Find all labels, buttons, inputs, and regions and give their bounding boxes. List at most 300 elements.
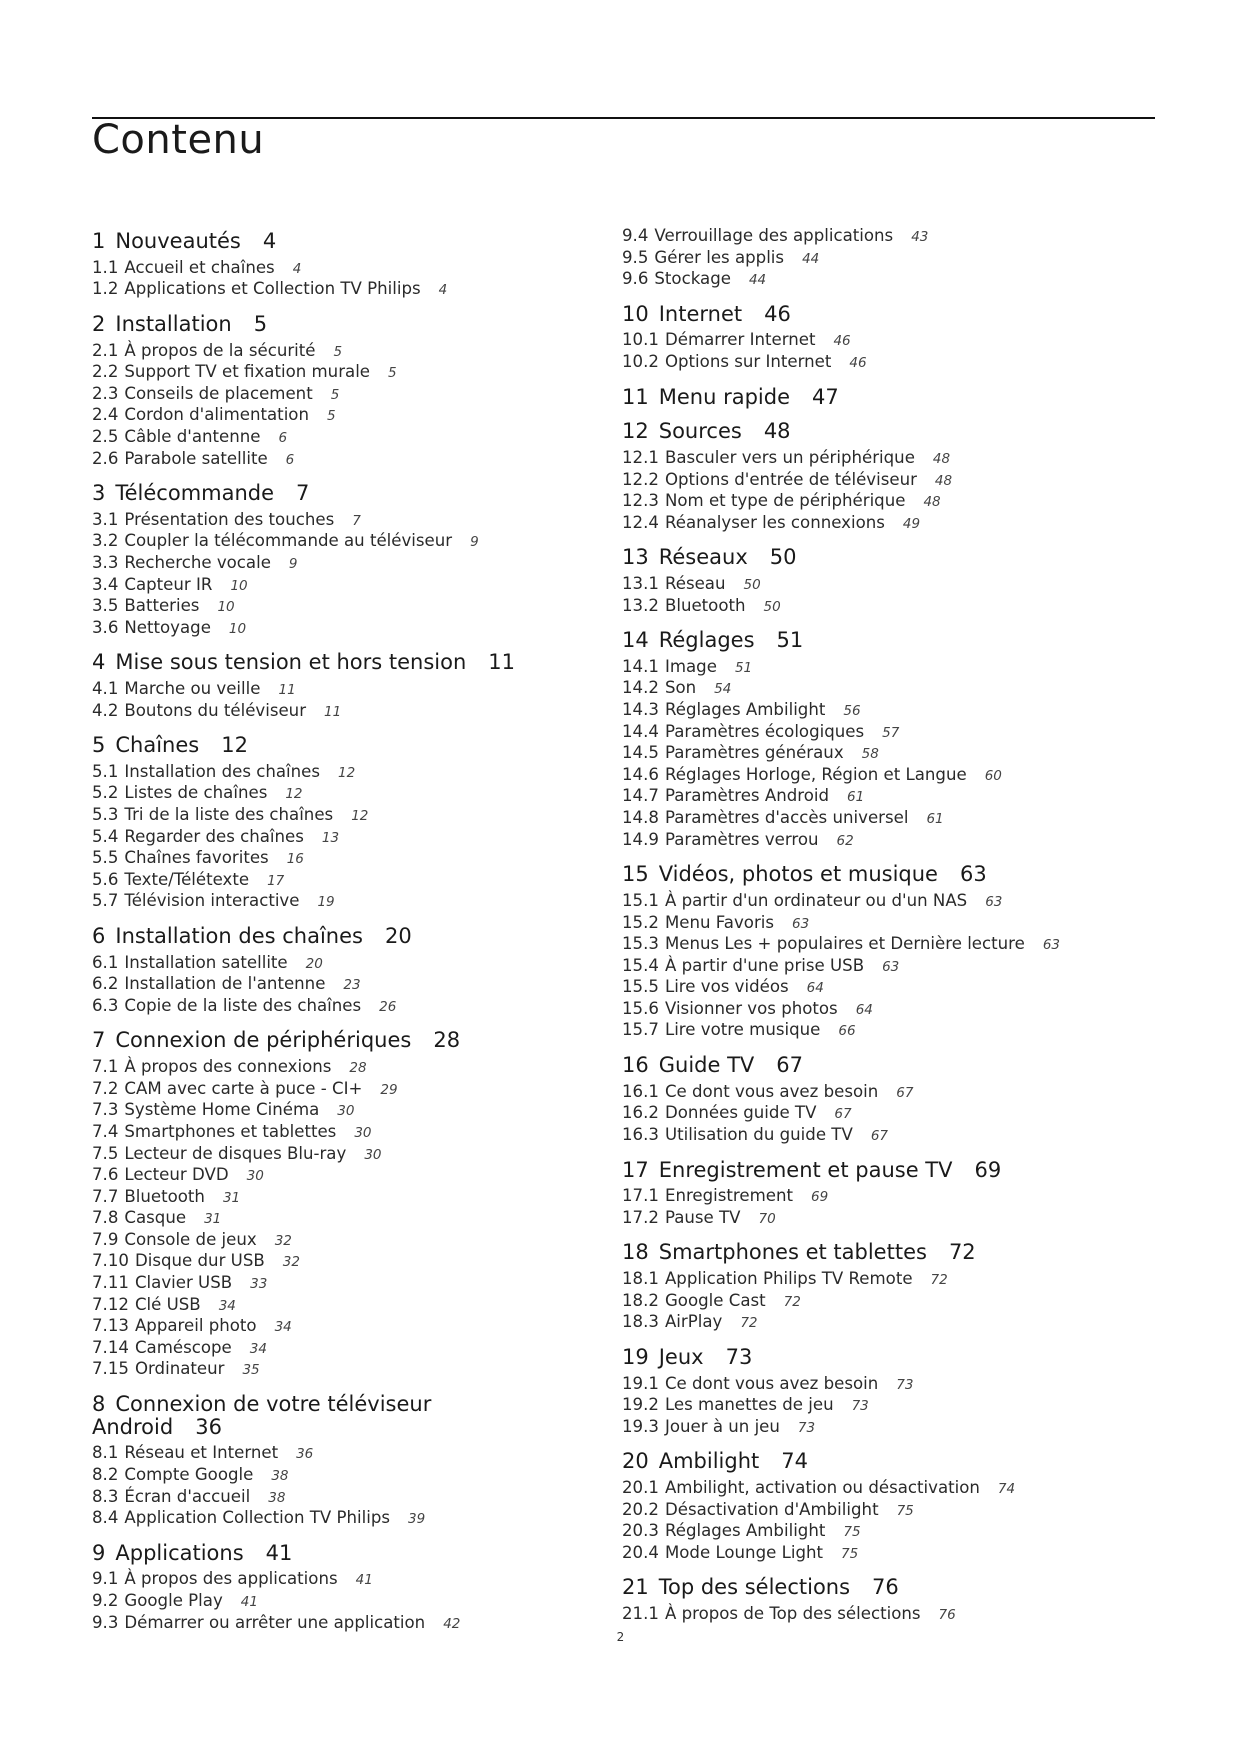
toc-entry[interactable]	[622, 470, 1182, 492]
entry-page-number: 41	[240, 1594, 258, 1611]
toc-section	[622, 420, 1182, 534]
toc-entry[interactable]	[622, 700, 1182, 722]
toc-entry[interactable]	[622, 574, 1182, 596]
entry-number: 18.1	[622, 1269, 659, 1289]
entry-number: 17.1	[622, 1186, 659, 1206]
entry-number: 5.7	[92, 891, 119, 911]
section-page-number: 72	[948, 1240, 976, 1265]
entry-title: Câble d'antenne	[124, 426, 261, 446]
entry-title: Chaînes favorites	[124, 848, 269, 868]
toc-entry[interactable]	[622, 977, 1182, 999]
entry-page-number: 4	[292, 260, 302, 277]
toc-entry[interactable]	[92, 618, 522, 640]
toc-entry[interactable]	[622, 1125, 1182, 1147]
entry-number: 16.2	[622, 1103, 659, 1123]
section-title: Applications	[115, 1540, 244, 1565]
entry-number: 13.1	[622, 574, 659, 594]
entry-title: Application Philips TV Remote	[664, 1269, 913, 1289]
toc-entry[interactable]	[92, 384, 522, 406]
entry-title: Clavier USB	[134, 1273, 233, 1293]
entry-page-number: 31	[204, 1211, 222, 1228]
section-page-number: 76	[872, 1575, 899, 1600]
section-page-number: 74	[781, 1449, 808, 1474]
entry-title: À propos des connexions	[124, 1057, 332, 1077]
toc-entry[interactable]	[92, 1144, 522, 1166]
entry-number: 20.4	[622, 1542, 659, 1562]
entry-page-number: 48	[934, 472, 953, 489]
toc-entry[interactable]	[622, 1478, 1182, 1500]
toc-entry[interactable]	[622, 491, 1182, 513]
toc-entry[interactable]	[92, 1465, 522, 1487]
section-number: 19	[622, 1344, 649, 1369]
section-number: 6	[92, 924, 106, 949]
entry-number: 14.9	[622, 829, 659, 849]
entry-title: Lire votre musique	[664, 1020, 821, 1040]
section-page-number: 7	[296, 481, 310, 506]
entry-number: 18.3	[622, 1312, 659, 1332]
entry-title: Paramètres d'accès universel	[664, 808, 909, 828]
toc-entry[interactable]	[92, 1316, 522, 1338]
toc-entry[interactable]	[622, 934, 1182, 956]
toc-entry[interactable]	[92, 575, 522, 597]
toc-entry[interactable]	[622, 1020, 1182, 1042]
section-page-number: 73	[725, 1344, 753, 1369]
toc-entry[interactable]	[622, 743, 1182, 765]
entry-title: Google Play	[124, 1591, 223, 1611]
toc-entry[interactable]	[622, 765, 1182, 787]
toc-section	[92, 230, 522, 301]
section-title: Top des sélections	[658, 1575, 851, 1600]
entry-page-number: 5	[388, 365, 397, 382]
entry-title: Application Collection TV Philips	[124, 1508, 391, 1528]
entry-number: 9.1	[92, 1569, 119, 1589]
toc-section-heading[interactable]	[622, 386, 1182, 409]
entry-page-number: 31	[222, 1189, 241, 1206]
entry-number: 4.1	[92, 679, 119, 698]
toc-entry[interactable]	[622, 1374, 1182, 1396]
entry-page-number: 5	[333, 343, 343, 360]
entry-page-number: 6	[278, 429, 288, 446]
toc-entry[interactable]	[92, 1165, 522, 1187]
toc-section-heading[interactable]	[92, 482, 522, 505]
entry-number: 14.2	[622, 678, 659, 698]
toc-entry[interactable]	[92, 701, 522, 723]
toc-section-heading[interactable]	[622, 1450, 1182, 1473]
entry-title: Ce dont vous avez besoin	[664, 1081, 879, 1101]
toc-entry[interactable]	[622, 1604, 1182, 1626]
toc-entry[interactable]	[622, 269, 1182, 291]
section-title: Télécommande	[115, 481, 275, 506]
toc-entry[interactable]	[92, 1100, 522, 1122]
entry-number: 6.1	[92, 952, 119, 972]
section-number: 18	[622, 1240, 649, 1265]
toc-entry[interactable]	[622, 330, 1182, 352]
toc-entry[interactable]	[622, 891, 1182, 913]
entry-number: 3.4	[92, 574, 119, 594]
toc-entry[interactable]	[622, 830, 1182, 852]
toc-entry[interactable]	[622, 1543, 1182, 1565]
entry-title: Coupler la télécommande au téléviseur	[124, 531, 453, 551]
entry-title: Réanalyser les connexions	[664, 512, 885, 532]
entry-title: Boutons du téléviseur	[124, 700, 307, 720]
entry-number: 7.5	[92, 1143, 119, 1163]
toc-section-heading[interactable]	[622, 1241, 1182, 1264]
entry-title: Capteur IR	[124, 574, 213, 594]
entry-page-number: 62	[836, 832, 854, 849]
section-page-number: 28	[433, 1028, 461, 1053]
toc-entry[interactable]	[622, 1269, 1182, 1291]
toc-entry[interactable]	[622, 956, 1182, 978]
section-title: Chaînes	[115, 733, 200, 758]
toc-entry[interactable]	[92, 1295, 522, 1317]
toc-entry[interactable]	[92, 1443, 522, 1465]
toc-entry[interactable]	[92, 1208, 522, 1230]
section-title: Connexion de votre téléviseur Android	[92, 1392, 432, 1439]
entry-title: Casque	[124, 1208, 187, 1228]
entry-number: 8.1	[92, 1443, 119, 1463]
toc-entry[interactable]	[622, 448, 1182, 470]
entry-number: 15.2	[622, 912, 659, 932]
entry-number: 7.12	[92, 1294, 129, 1314]
entry-page-number: 72	[740, 1315, 758, 1332]
toc-entry[interactable]	[622, 596, 1182, 618]
toc-section	[622, 1450, 1182, 1564]
toc-section-heading[interactable]	[92, 230, 522, 253]
entry-number: 14.4	[622, 721, 659, 741]
toc-section	[622, 1576, 1182, 1625]
section-title: Installation des chaînes	[115, 924, 363, 949]
toc-section-heading[interactable]	[622, 303, 1182, 326]
section-page-number: 36	[195, 1414, 222, 1439]
entry-title: Ce dont vous avez besoin	[664, 1373, 879, 1393]
entry-title: Marche ou veille	[124, 679, 261, 698]
entry-number: 20.2	[622, 1499, 659, 1519]
toc-entry[interactable]	[622, 808, 1182, 830]
entry-title: Google Cast	[664, 1290, 766, 1310]
toc-entry[interactable]	[92, 1338, 522, 1360]
toc-section-heading[interactable]	[622, 1054, 1182, 1077]
entry-title: Caméscope	[134, 1337, 232, 1357]
toc-section	[622, 546, 1182, 617]
toc-section-heading[interactable]	[92, 1393, 522, 1438]
section-title: Internet	[658, 301, 743, 326]
entry-page-number: 5	[330, 386, 340, 403]
entry-page-number: 74	[997, 1480, 1016, 1497]
toc-section-heading[interactable]	[92, 925, 522, 948]
toc-entry[interactable]	[622, 1312, 1182, 1334]
toc-entry[interactable]	[92, 679, 522, 701]
entry-title: Conseils de placement	[124, 383, 313, 403]
toc-entry[interactable]	[622, 1082, 1182, 1104]
toc-entry[interactable]	[622, 226, 1182, 248]
entry-number: 7.9	[92, 1229, 119, 1249]
toc-entry[interactable]	[92, 870, 522, 892]
toc-section	[92, 651, 522, 722]
entry-title: Bluetooth	[664, 595, 746, 615]
toc-entry[interactable]	[92, 953, 522, 975]
section-number: 10	[622, 301, 649, 326]
toc-entry[interactable]	[92, 762, 522, 784]
section-title: Jeux	[658, 1344, 704, 1369]
entry-page-number: 73	[851, 1398, 869, 1415]
entry-number: 5.3	[92, 805, 119, 825]
toc-section-heading[interactable]	[92, 313, 522, 336]
toc-entry[interactable]	[92, 1591, 522, 1613]
toc-section-heading[interactable]	[622, 420, 1182, 443]
entry-number: 8.4	[92, 1508, 119, 1528]
entry-page-number: 9	[470, 534, 479, 551]
entry-title: Démarrer ou arrêter une application	[124, 1612, 426, 1632]
entry-number: 16.3	[622, 1124, 659, 1144]
toc-entry[interactable]	[622, 657, 1182, 679]
section-number: 4	[92, 650, 106, 675]
entry-number: 7.14	[92, 1337, 129, 1357]
toc-section	[92, 734, 522, 913]
entry-title: Basculer vers un périphérique	[664, 447, 915, 467]
entry-number: 2.3	[92, 383, 119, 403]
toc-entry[interactable]	[622, 248, 1182, 270]
entry-number: 6.2	[92, 974, 119, 994]
entry-number: 5.6	[92, 869, 119, 889]
toc-entry[interactable]	[622, 1500, 1182, 1522]
toc-section-heading[interactable]	[622, 1346, 1182, 1369]
toc-entry[interactable]	[92, 362, 522, 384]
toc-entry[interactable]	[92, 1230, 522, 1252]
entry-title: Son	[664, 678, 697, 698]
toc-entry[interactable]	[622, 1103, 1182, 1125]
entry-page-number: 7	[352, 512, 361, 529]
toc-section-heading[interactable]	[92, 734, 522, 757]
entry-page-number: 4	[438, 282, 448, 299]
toc-entry[interactable]	[622, 1521, 1182, 1543]
entry-page-number: 10	[230, 577, 248, 594]
entry-page-number: 34	[249, 1340, 267, 1357]
section-page-number: 50	[769, 545, 797, 570]
toc-entry[interactable]	[92, 405, 522, 427]
entry-number: 3.6	[92, 617, 119, 637]
entry-page-number: 32	[282, 1254, 300, 1271]
entry-page-number: 72	[783, 1293, 801, 1310]
entry-page-number: 9	[288, 555, 298, 572]
entry-page-number: 48	[923, 494, 941, 511]
toc-section-heading[interactable]	[92, 651, 522, 674]
entry-number: 7.3	[92, 1100, 119, 1120]
entry-number: 7.15	[92, 1359, 129, 1379]
section-title: Enregistrement et pause TV	[658, 1157, 953, 1182]
toc-entry[interactable]	[92, 1359, 522, 1381]
entry-number: 14.8	[622, 808, 659, 828]
toc-entry[interactable]	[92, 974, 522, 996]
entry-page-number: 46	[849, 355, 867, 372]
entry-page-number: 54	[714, 681, 732, 698]
toc-entry[interactable]	[92, 1487, 522, 1509]
entry-page-number: 46	[833, 333, 851, 350]
toc-entry[interactable]	[622, 786, 1182, 808]
toc-entry[interactable]	[92, 279, 522, 301]
toc-entry[interactable]	[92, 996, 522, 1018]
section-title: Réglages	[658, 628, 755, 653]
entry-page-number: 28	[349, 1060, 367, 1077]
toc-section	[622, 1241, 1182, 1333]
toc-section-heading[interactable]	[622, 1576, 1182, 1599]
entry-title: CAM avec carte à puce - CI+	[124, 1078, 363, 1098]
toc-entry[interactable]	[92, 531, 522, 553]
section-title: Installation	[115, 311, 232, 336]
entry-number: 14.7	[622, 786, 659, 806]
toc-section	[622, 226, 1182, 291]
entry-page-number: 49	[902, 515, 921, 532]
entry-number: 12.2	[622, 469, 659, 489]
toc-section-heading[interactable]	[622, 863, 1182, 886]
entry-number: 9.5	[622, 247, 649, 267]
entry-title: Mode Lounge Light	[664, 1542, 824, 1562]
toc-section-heading[interactable]	[92, 1542, 522, 1565]
toc-entry[interactable]	[92, 1122, 522, 1144]
section-page-number: 51	[776, 628, 804, 653]
entry-title: Menus Les + populaires et Dernière lecture	[664, 934, 1025, 954]
toc-entry[interactable]	[92, 1508, 522, 1530]
entry-title: Paramètres verrou	[664, 829, 819, 849]
section-title: Réseaux	[658, 545, 748, 570]
entry-page-number: 73	[797, 1419, 816, 1436]
section-number: 20	[622, 1449, 649, 1474]
entry-number: 8.3	[92, 1486, 119, 1506]
entry-title: Batteries	[124, 596, 200, 616]
toc-entry[interactable]	[622, 1417, 1182, 1439]
entry-page-number: 67	[870, 1127, 888, 1144]
toc-entry[interactable]	[92, 596, 522, 618]
entry-title: Copie de la liste des chaînes	[124, 995, 362, 1015]
toc-section-heading[interactable]	[622, 629, 1182, 652]
toc-entry[interactable]	[622, 1395, 1182, 1417]
toc-section	[622, 1159, 1182, 1230]
toc-section-heading[interactable]	[622, 546, 1182, 569]
toc-section-heading[interactable]	[92, 1029, 522, 1052]
entry-number: 7.6	[92, 1165, 119, 1185]
page-number: 2	[616, 1630, 625, 1644]
entry-title: Écran d'accueil	[124, 1486, 251, 1506]
entry-number: 19.3	[622, 1416, 659, 1436]
entry-number: 15.6	[622, 998, 659, 1018]
toc-entry[interactable]	[622, 1291, 1182, 1313]
entry-title: Disque dur USB	[134, 1251, 265, 1271]
toc-entry[interactable]	[92, 1273, 522, 1295]
toc-entry[interactable]	[622, 1208, 1182, 1230]
toc-entry[interactable]	[92, 1057, 522, 1079]
entry-number: 15.7	[622, 1020, 659, 1040]
entry-page-number: 12	[285, 786, 303, 803]
toc-entry[interactable]	[92, 449, 522, 471]
toc-entry[interactable]	[92, 1187, 522, 1209]
entry-title: Utilisation du guide TV	[664, 1124, 853, 1144]
toc-entry[interactable]	[92, 258, 522, 280]
entry-page-number: 5	[326, 408, 336, 425]
toc-section	[622, 303, 1182, 374]
entry-page-number: 75	[896, 1502, 914, 1519]
entry-page-number: 44	[748, 272, 767, 289]
toc-entry[interactable]	[92, 891, 522, 913]
entry-page-number: 11	[278, 682, 296, 698]
entry-number: 15.4	[622, 955, 659, 975]
entry-page-number: 42	[443, 1615, 461, 1632]
toc-section	[92, 1029, 522, 1381]
toc-entry[interactable]	[622, 678, 1182, 700]
toc-entry[interactable]	[92, 510, 522, 532]
entry-title: Image	[664, 656, 717, 676]
entry-page-number: 63	[792, 915, 810, 932]
toc-entry[interactable]	[92, 427, 522, 449]
toc-entry[interactable]	[622, 913, 1182, 935]
toc-entry[interactable]	[92, 783, 522, 805]
entry-page-number: 61	[926, 811, 944, 828]
toc-entry[interactable]	[92, 1569, 522, 1591]
entry-page-number: 48	[932, 450, 951, 467]
entry-title: Compte Google	[124, 1464, 254, 1484]
entry-page-number: 10	[217, 599, 235, 616]
entry-number: 15.5	[622, 977, 659, 997]
entry-title: Jouer à un jeu	[664, 1416, 780, 1436]
toc-right-column	[622, 226, 1182, 1638]
section-page-number: 41	[265, 1540, 293, 1565]
toc-entry[interactable]	[92, 553, 522, 575]
entry-number: 1.2	[92, 279, 119, 299]
entry-number: 4.2	[92, 700, 119, 720]
toc-entry[interactable]	[92, 1251, 522, 1273]
entry-title: AirPlay	[664, 1312, 723, 1332]
entry-title: Démarrer Internet	[664, 330, 816, 350]
section-title: Menu rapide	[658, 384, 790, 409]
toc-entry[interactable]	[622, 1186, 1182, 1208]
entry-page-number: 50	[763, 598, 781, 615]
toc-entry[interactable]	[92, 827, 522, 849]
entry-title: Réglages Ambilight	[664, 1521, 826, 1541]
toc-entry[interactable]	[622, 352, 1182, 374]
entry-number: 21.1	[622, 1604, 659, 1623]
entry-number: 7.8	[92, 1208, 119, 1228]
toc-entry[interactable]	[92, 848, 522, 870]
entry-number: 10.2	[622, 352, 659, 372]
entry-page-number: 63	[1042, 937, 1061, 954]
entry-page-number: 26	[379, 998, 397, 1015]
entry-number: 2.4	[92, 405, 119, 425]
entry-title: Données guide TV	[664, 1103, 817, 1123]
entry-title: Paramètres Android	[664, 786, 829, 806]
entry-title: À propos des applications	[124, 1569, 338, 1589]
entry-number: 5.5	[92, 848, 119, 868]
toc-entry[interactable]	[622, 722, 1182, 744]
toc-entry[interactable]	[622, 999, 1182, 1021]
entry-page-number: 41	[355, 1572, 373, 1589]
entry-number: 9.3	[92, 1612, 119, 1632]
toc-section-heading[interactable]	[622, 1159, 1182, 1182]
entry-number: 12.1	[622, 447, 659, 467]
toc-entry[interactable]	[92, 805, 522, 827]
entry-number: 14.5	[622, 743, 659, 763]
entry-title: Désactivation d'Ambilight	[664, 1499, 879, 1519]
entry-page-number: 30	[246, 1168, 264, 1185]
entry-number: 7.11	[92, 1273, 129, 1293]
section-title: Sources	[658, 419, 742, 444]
entry-page-number: 67	[896, 1084, 914, 1101]
toc-entry[interactable]	[622, 513, 1182, 535]
toc-entry[interactable]	[92, 341, 522, 363]
entry-page-number: 36	[296, 1446, 314, 1463]
entry-number: 20.1	[622, 1477, 659, 1497]
section-page-number: 67	[776, 1053, 804, 1078]
toc-entry[interactable]	[92, 1079, 522, 1101]
entry-title: Applications et Collection TV Philips	[124, 279, 421, 299]
section-number: 5	[92, 733, 106, 758]
